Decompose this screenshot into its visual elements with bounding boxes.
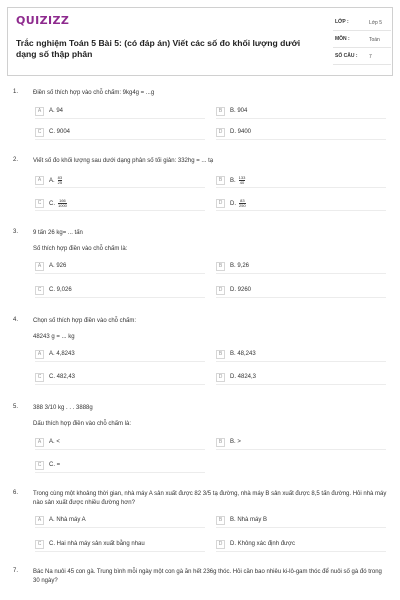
option-text (49, 517, 86, 523)
question-subtext: 48243 g = ... kg (33, 334, 75, 340)
fraction-numerator: 83 (57, 174, 63, 180)
meta-label: LỚP : (335, 19, 349, 25)
option-text (230, 351, 256, 357)
question-text: 9 tấn 26 kg= ... tấn (33, 230, 83, 236)
fraction-denominator: 250 (239, 202, 246, 208)
option-label: A. 94 (49, 108, 64, 114)
option-divider (35, 361, 205, 362)
question-subtext: Số thích hợp điền vào chỗ chấm là: (33, 246, 128, 252)
option-divider (216, 139, 386, 140)
answer-option-b[interactable] (216, 348, 256, 360)
option-text (49, 287, 72, 293)
option-letter-box: D (216, 128, 225, 137)
meta-value: 7 (369, 54, 372, 60)
question-subtext: Dấu thích hợp điền vào chỗ chấm là: (33, 421, 131, 427)
question-number: 4. (13, 317, 19, 323)
option-divider (216, 527, 386, 528)
question-number: 7. (13, 568, 19, 574)
option-text (49, 263, 66, 269)
option-label: C. Hai nhà máy sản xuất bằng nhau (49, 541, 145, 547)
option-divider (35, 527, 205, 528)
option-label: A. 4,8243 (49, 351, 75, 357)
option-text (49, 439, 60, 445)
answer-option-c[interactable] (35, 371, 75, 383)
option-label: D. 4824,3 (230, 374, 257, 380)
option-text (49, 129, 70, 135)
option-letter-box: D (216, 199, 225, 208)
question-text: 388 3/10 kg . . . 3888g (33, 405, 93, 411)
option-text (230, 287, 251, 293)
option-letter-box: C (35, 199, 44, 208)
option-label: D. Không xác định được (230, 541, 295, 547)
fraction (239, 199, 246, 208)
option-label: B. 904 (230, 108, 248, 114)
option-divider (35, 187, 205, 188)
quizizz-logo: QUIZIZZ (16, 14, 70, 27)
meta-label: SỐ CÂU : (335, 53, 358, 59)
option-divider (35, 472, 205, 473)
option-divider (35, 118, 205, 119)
option-divider (216, 449, 386, 450)
option-label: D. 9260 (230, 287, 252, 293)
option-text (230, 199, 246, 208)
option-letter-box: D (216, 286, 225, 295)
option-text (230, 108, 247, 114)
worksheet-meta (333, 16, 391, 67)
option-text (230, 263, 249, 269)
option-text (49, 108, 63, 114)
option-label: A. < (49, 439, 60, 445)
meta-value: Toán (369, 37, 380, 43)
answer-option-b[interactable] (216, 514, 267, 526)
fraction-denominator: 40 (239, 179, 245, 185)
option-text (230, 439, 241, 445)
option-divider (35, 449, 205, 450)
option-letter-box: B (216, 516, 225, 525)
option-divider (216, 273, 386, 274)
meta-row-class (333, 16, 391, 31)
answer-option-b[interactable] (216, 174, 245, 186)
meta-row-subject (333, 33, 391, 48)
option-letter-box: C (35, 540, 44, 549)
option-text (230, 374, 256, 380)
option-divider (35, 551, 205, 552)
fraction (239, 176, 246, 185)
answer-option-a[interactable] (35, 348, 75, 360)
option-letter-box: D (216, 373, 225, 382)
fraction-denominator: 1000 (58, 202, 67, 208)
option-divider (35, 210, 205, 211)
answer-option-d[interactable] (216, 371, 256, 383)
question-text: Bác Na nuôi 45 con gà. Trung bình mỗi ngày một con gà ăn hết 236g thóc. Hỏi cần bao nhiêu ki-lô-gam thóc để nuôi số gà đó trong 30 ngày? (33, 569, 382, 584)
fraction-numerator: 83 (240, 197, 245, 203)
option-divider (216, 187, 386, 188)
answer-option-d[interactable] (216, 538, 295, 550)
option-text (49, 374, 75, 380)
option-divider (216, 297, 386, 298)
option-divider (35, 384, 205, 385)
option-text (230, 517, 267, 523)
question-text: Trong cùng một khoảng thời gian, nhà máy A sản xuất được 82 3/5 tạ đường, nhà máy B sản xuất được 8,5 tấn đường. Hỏi nhà máy nào sản xuất được nhiều đường hơn? (33, 491, 387, 506)
option-divider (216, 210, 386, 211)
option-letter-box: B (216, 176, 225, 185)
answer-option-a[interactable] (35, 436, 60, 448)
meta-value: Lớp 5 (369, 20, 383, 26)
question-text: Chọn số thích hợp điền vào chỗ chấm: (33, 318, 136, 324)
question-text: Viết số đo khối lượng sau dưới dạng phân số tối giản: 332hg = ... tạ (33, 158, 214, 164)
option-letter-box: B (216, 262, 225, 271)
answer-option-c[interactable] (35, 284, 72, 296)
option-divider (35, 297, 205, 298)
option-letter-box: C (35, 128, 44, 137)
answer-option-a[interactable] (35, 514, 86, 526)
option-label: C. 9,026 (49, 287, 72, 293)
answer-option-b[interactable] (216, 260, 249, 272)
option-text (230, 176, 245, 185)
option-label: D. (230, 200, 236, 207)
option-letter-box: A (35, 262, 44, 271)
option-label: D. 9400 (230, 129, 252, 135)
option-divider (216, 384, 386, 385)
option-divider (216, 551, 386, 552)
option-divider (216, 118, 386, 119)
answer-option-b[interactable] (216, 105, 247, 117)
question-number: 2. (13, 157, 19, 163)
option-letter-box: C (35, 461, 44, 470)
option-letter-box: B (216, 107, 225, 116)
answer-option-c[interactable] (35, 538, 145, 550)
answer-option-c[interactable] (35, 197, 67, 209)
answer-option-d[interactable] (216, 197, 246, 209)
option-letter-box: B (216, 438, 225, 447)
option-label: C. 9004 (49, 129, 71, 135)
answer-option-d[interactable] (216, 284, 251, 296)
option-letter-box: A (35, 516, 44, 525)
option-label: B. (230, 177, 236, 184)
question-text: Điền số thích hợp vào chỗ chấm: 9kg4g = ...g (33, 90, 155, 96)
question-number: 1. (13, 89, 19, 95)
option-letter-box: C (35, 373, 44, 382)
option-divider (216, 361, 386, 362)
option-label: A. (49, 177, 55, 184)
question-number: 6. (13, 490, 19, 496)
fraction-numerator: 133 (238, 174, 246, 180)
option-letter-box: A (35, 176, 44, 185)
answer-option-c[interactable] (35, 126, 70, 138)
option-text (230, 541, 295, 547)
option-text (49, 462, 60, 468)
option-label: B. 48,243 (230, 351, 256, 357)
fraction-denominator: 25 (57, 179, 63, 185)
option-label: A. Nhà máy A (49, 517, 86, 523)
option-label: B. Nhà máy B (230, 517, 268, 523)
option-divider (35, 139, 205, 140)
answer-option-d[interactable] (216, 126, 251, 138)
option-label: C. = (49, 462, 61, 468)
worksheet-header (7, 7, 393, 76)
option-text (49, 541, 145, 547)
question-number: 5. (13, 404, 19, 410)
option-label: A. 926 (49, 263, 67, 269)
option-text (49, 176, 62, 185)
question-number: 3. (13, 229, 19, 235)
answer-option-b[interactable] (216, 436, 241, 448)
option-label: C. (49, 200, 55, 207)
answer-option-a[interactable] (35, 105, 63, 117)
option-letter-box: A (35, 107, 44, 116)
option-divider (35, 273, 205, 274)
meta-label: MÔN : (335, 36, 350, 42)
option-letter-box: C (35, 286, 44, 295)
option-letter-box: A (35, 350, 44, 359)
fraction (58, 199, 67, 208)
option-letter-box: A (35, 438, 44, 447)
option-text (230, 129, 251, 135)
option-letter-box: D (216, 540, 225, 549)
option-letter-box: B (216, 350, 225, 359)
answer-option-a[interactable] (35, 260, 66, 272)
fraction (58, 176, 62, 185)
option-label: C. 482,43 (49, 374, 76, 380)
answer-option-c[interactable] (35, 459, 60, 471)
option-text (49, 351, 75, 357)
option-label: B. > (230, 439, 241, 445)
fraction-numerator: 166 (59, 197, 66, 203)
option-text (49, 199, 67, 208)
option-label: B. 9,26 (230, 263, 250, 269)
page-title: Trắc nghiệm Toán 5 Bài 5: (có đáp án) Viết các số đo khối lượng dưới dạng số thập phân (16, 38, 301, 59)
answer-option-a[interactable] (35, 174, 62, 186)
meta-row-count (333, 50, 391, 65)
